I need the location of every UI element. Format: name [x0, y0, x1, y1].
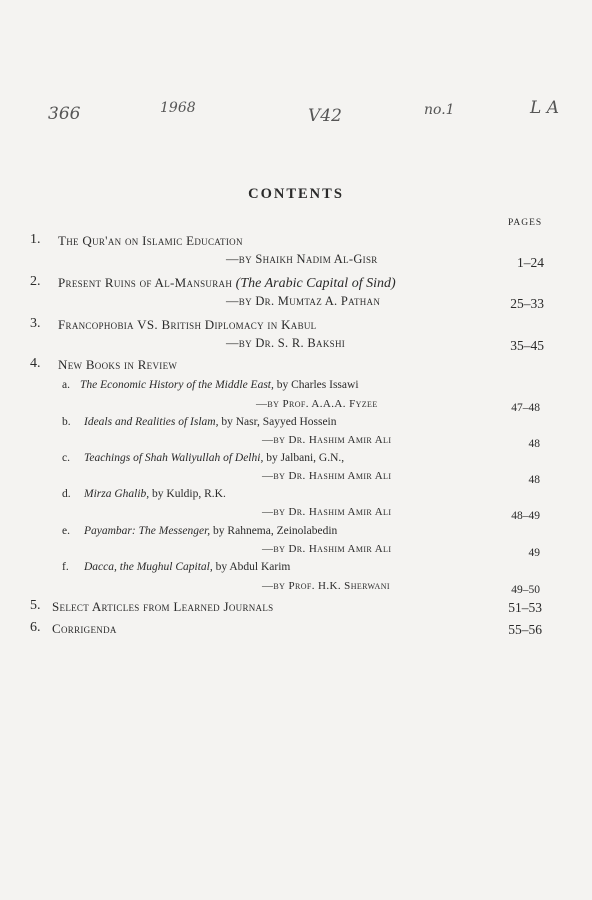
- handwritten-note-1: 366: [48, 104, 81, 124]
- review-reviewer: —by Dr. Hashim Amir Ali: [262, 543, 392, 555]
- entry-number: 2.: [30, 274, 41, 289]
- entry-number: 3.: [30, 316, 41, 331]
- entry-number: 5.: [30, 598, 41, 613]
- entry-pages: 25–33: [510, 296, 544, 311]
- entry-title: Select Articles from Learned Journals: [52, 599, 274, 614]
- entry-pages: 35–45: [510, 338, 544, 353]
- review-pages: 47–48: [511, 402, 540, 414]
- entry-author: —by Dr. S. R. Bakshi: [226, 336, 346, 350]
- page-title: CONTENTS: [248, 186, 344, 202]
- review-pages: 48: [528, 474, 540, 486]
- handwritten-note-2: 1968: [160, 100, 196, 116]
- entry-number: 4.: [30, 356, 41, 371]
- entry-pages: 51–53: [508, 600, 542, 615]
- handwritten-note-3: V42: [308, 106, 342, 126]
- review-book: Payambar: The Messenger, by Rahnema, Zeinolabedin: [84, 525, 338, 537]
- review-letter: c.: [62, 452, 70, 464]
- review-book: Ideals and Realities of Islam, by Nasr, Sayyed Hossein: [84, 416, 337, 428]
- review-book: Teachings of Shah Waliyullah of Delhi, by Jalbani, G.N.,: [84, 452, 345, 464]
- review-book: Dacca, the Mughul Capital, by Abdul Karim: [84, 561, 291, 573]
- review-pages: 49–50: [511, 584, 540, 596]
- entry-number: 1.: [30, 232, 41, 247]
- review-reviewer: —by Dr. Hashim Amir Ali: [262, 434, 392, 446]
- entry-pages: 1–24: [517, 255, 544, 270]
- review-pages: 48: [528, 438, 540, 450]
- review-letter: e.: [62, 525, 70, 537]
- review-reviewer: —by Prof. A.A.A. Fyzee: [256, 398, 378, 410]
- entry-title: Francophobia VS. British Diplomacy in Kabul: [58, 317, 317, 332]
- review-pages: 49: [528, 547, 540, 559]
- entry-pages: 55–56: [508, 622, 542, 637]
- review-book: Mirza Ghalib, by Kuldip, R.K.: [84, 488, 226, 500]
- review-letter: b.: [62, 416, 71, 428]
- handwritten-note-5: L A: [530, 98, 559, 118]
- review-reviewer: —by Prof. H.K. Sherwani: [262, 580, 390, 592]
- handwritten-note-4: no.1: [424, 102, 455, 118]
- entry-title: New Books in Review: [58, 357, 178, 372]
- review-reviewer: —by Dr. Hashim Amir Ali: [262, 470, 392, 482]
- entry-author: —by Shaikh Nadim Al-Gisr: [226, 252, 378, 266]
- entry-title: The Qur'an on Islamic Education: [58, 233, 243, 248]
- review-letter: a.: [62, 379, 70, 391]
- review-letter: d.: [62, 488, 71, 500]
- entry-number: 6.: [30, 620, 41, 635]
- review-pages: 48–49: [511, 510, 540, 522]
- entry-title: Present Ruins of Al-Mansurah (The Arabic Capital of Sind): [58, 275, 396, 291]
- review-reviewer: —by Dr. Hashim Amir Ali: [262, 506, 392, 518]
- entry-author: —by Dr. Mumtaz A. Pathan: [226, 294, 381, 308]
- entry-title: Corrigenda: [52, 621, 117, 636]
- pages-column-header: PAGES: [508, 218, 543, 228]
- review-letter: f.: [62, 561, 69, 573]
- review-book: The Economic History of the Middle East, by Charles Issawi: [80, 379, 359, 391]
